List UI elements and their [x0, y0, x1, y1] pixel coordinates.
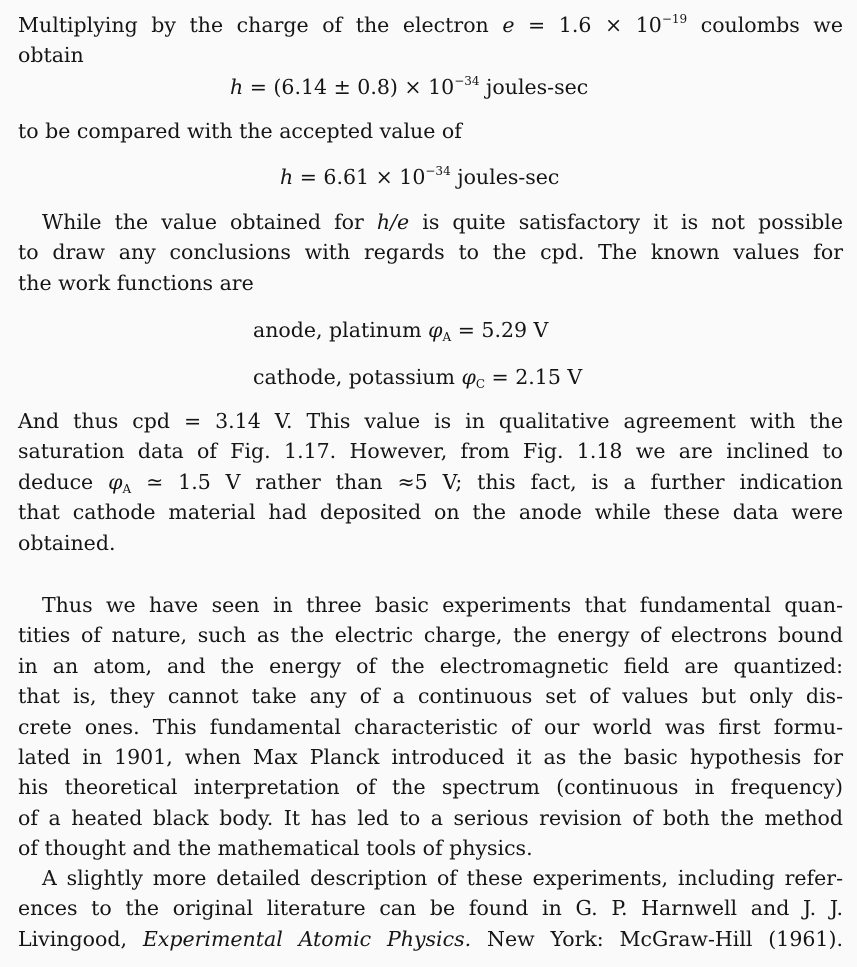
text-line: of a heated black body. It has led to a serious revision of both the method	[18, 805, 843, 830]
text-line: obtained.	[18, 530, 116, 555]
book-title: Experimental Atomic Physics.	[142, 926, 472, 951]
text-span: While the value obtained for	[42, 210, 364, 234]
paragraph-multiplying	[18, 10, 843, 71]
text-line: crete ones. This fundamental characteristic of our world was first formu-	[18, 714, 843, 739]
text-line: A slightly more detailed description of these experiments, including refer-	[42, 866, 843, 890]
variable-e: e	[502, 13, 515, 37]
text-span: anode, platinum	[253, 318, 422, 342]
text-span: = 1.6 × 10	[528, 13, 662, 37]
text-span: New York: McGraw-Hill (1961).	[487, 926, 843, 951]
subscript: A	[122, 481, 132, 496]
phi-symbol: φ	[461, 365, 476, 389]
text-line: Thus we have seen in three basic experiments that fundamental quan-	[42, 593, 843, 617]
equation-text: = (6.14 ± 0.8) × 10	[249, 75, 455, 99]
paragraph-compared	[18, 116, 843, 146]
value-text: = 2.15 V	[491, 365, 583, 389]
equation-h-measured	[230, 72, 588, 102]
equation-text: = 6.61 × 10	[299, 165, 426, 189]
variable-h: h	[280, 165, 294, 189]
exponent: −19	[661, 12, 688, 26]
text-line: that is, they cannot take any of a continuous set of values but only dis-	[18, 684, 843, 709]
phi-a-inline	[108, 470, 131, 494]
text-span: ≃ 1.5 V rather than ≈5 V; this fact, is a further indication	[146, 469, 843, 494]
text-line: his theoretical interpretation of the spectrum (continuous in frequency)	[18, 775, 843, 800]
subscript: A	[442, 330, 452, 344]
text-line: in an atom, and the energy of the electromagnetic field are quantized:	[18, 653, 843, 678]
text-line	[18, 924, 843, 954]
subscript: C	[475, 377, 486, 391]
value-text: = 5.29 V	[457, 318, 549, 342]
variable-h-over-e: h/e	[376, 210, 410, 234]
text-line: to draw any conclusions with regards to the cpd. The known values for	[18, 240, 843, 265]
exponent: −34	[454, 74, 480, 88]
text-line: And thus cpd = 3.14 V. This value is in qualitative agreement with the	[18, 409, 843, 433]
paragraph-while-value	[18, 207, 843, 298]
text-line: obtain	[18, 43, 84, 68]
text-line	[18, 467, 843, 497]
phi-symbol: φ	[108, 469, 123, 494]
text-span: deduce	[18, 469, 94, 494]
exponent: −34	[425, 164, 451, 178]
text-span: Multiplying by the charge of the electron	[18, 13, 489, 37]
text-span: Livingood,	[18, 926, 127, 951]
text-line: ences to the original literature can be found in G. P. Harnwell and J. J.	[18, 896, 843, 921]
text-line	[18, 10, 843, 40]
text-line: lated in 1901, when Max Planck introduced it as the basic hypothesis for	[18, 744, 843, 769]
text-span: is quite satisfactory it is not possible	[422, 210, 843, 234]
work-function-anode	[253, 315, 548, 345]
unit-label: joules-sec	[457, 165, 560, 189]
work-function-cathode	[253, 362, 582, 392]
text-line: of thought and the mathematical tools of physics.	[18, 836, 533, 861]
variable-h: h	[230, 75, 244, 99]
text-line: tities of nature, such as the electric charge, the energy of electrons bound	[18, 623, 843, 648]
phi-symbol: φ	[428, 318, 443, 342]
text-line: the work functions are	[18, 270, 254, 295]
equation-inline	[528, 13, 687, 37]
equation-h-accepted	[280, 162, 559, 192]
text-line: saturation data of Fig. 1.17. However, from Fig. 1.18 we are inclined to	[18, 439, 843, 464]
text-line: that cathode material had deposited on the anode while these data were	[18, 500, 843, 525]
text-line	[18, 207, 843, 237]
text-span: cathode, potassium	[253, 365, 455, 389]
paragraph-and-thus	[18, 406, 843, 558]
paragraph-slightly-more	[18, 863, 843, 954]
unit-label: joules-sec	[486, 75, 589, 99]
text-span: coulombs we	[700, 13, 843, 37]
text-line: to be compared with the accepted value of	[18, 119, 462, 143]
paragraph-thus-we-have-seen	[18, 590, 843, 864]
